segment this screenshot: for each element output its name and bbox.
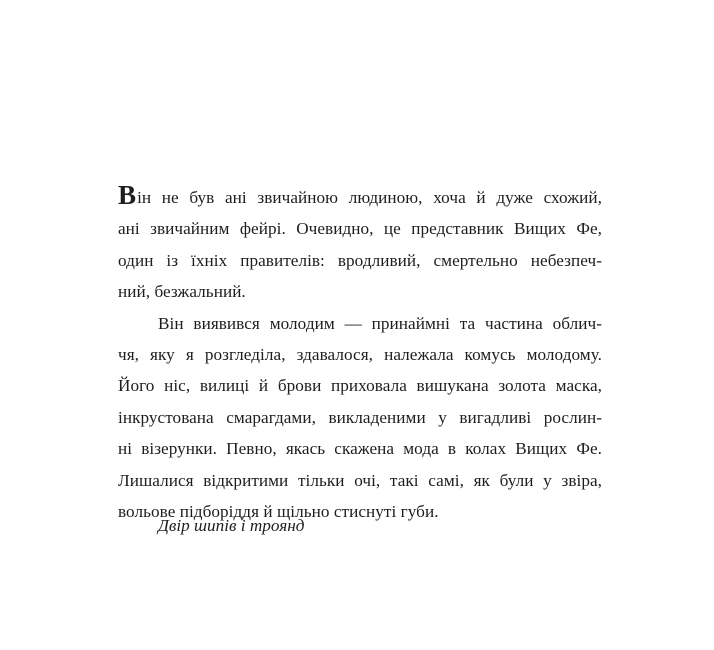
excerpt-line: Лишалися відкритими тільки очі, такі самі, як були у звіра, (118, 470, 602, 490)
source-title: Двір шипів і троянд (158, 516, 305, 535)
excerpt-line (118, 182, 602, 213)
excerpt-line: чя, яку я розгледіла, здавалося, належала комусь молодому. (118, 344, 602, 364)
excerpt-line: ний, безжальний. (118, 282, 246, 302)
excerpt-line: вольове підборіддя й щільно стиснуті губи. (118, 501, 439, 521)
excerpt-line: один із їхніх правителів: вродливий, смертельно небезпеч- (118, 250, 602, 270)
excerpt-line: Його ніс, вилиці й брови приховала вишукана золота маска, (118, 376, 602, 396)
excerpt-line: ні візерунки. Певно, якась скажена мода в колах Вищих Фе. (118, 439, 602, 459)
drop-cap: В (118, 180, 137, 210)
excerpt-line-text: ін не був ані звичайною людиною, хоча й дуже схожий, (137, 188, 602, 207)
excerpt-line: ані звичайним фейрі. Очевидно, це представник Вищих Фе, (118, 219, 602, 239)
excerpt-line: Він виявився молодим — принаймні та частина облич- (158, 313, 602, 333)
excerpt-text (118, 182, 602, 527)
excerpt-line: інкрустована смарагдами, викладеними у вигадливі рослин- (118, 407, 602, 427)
